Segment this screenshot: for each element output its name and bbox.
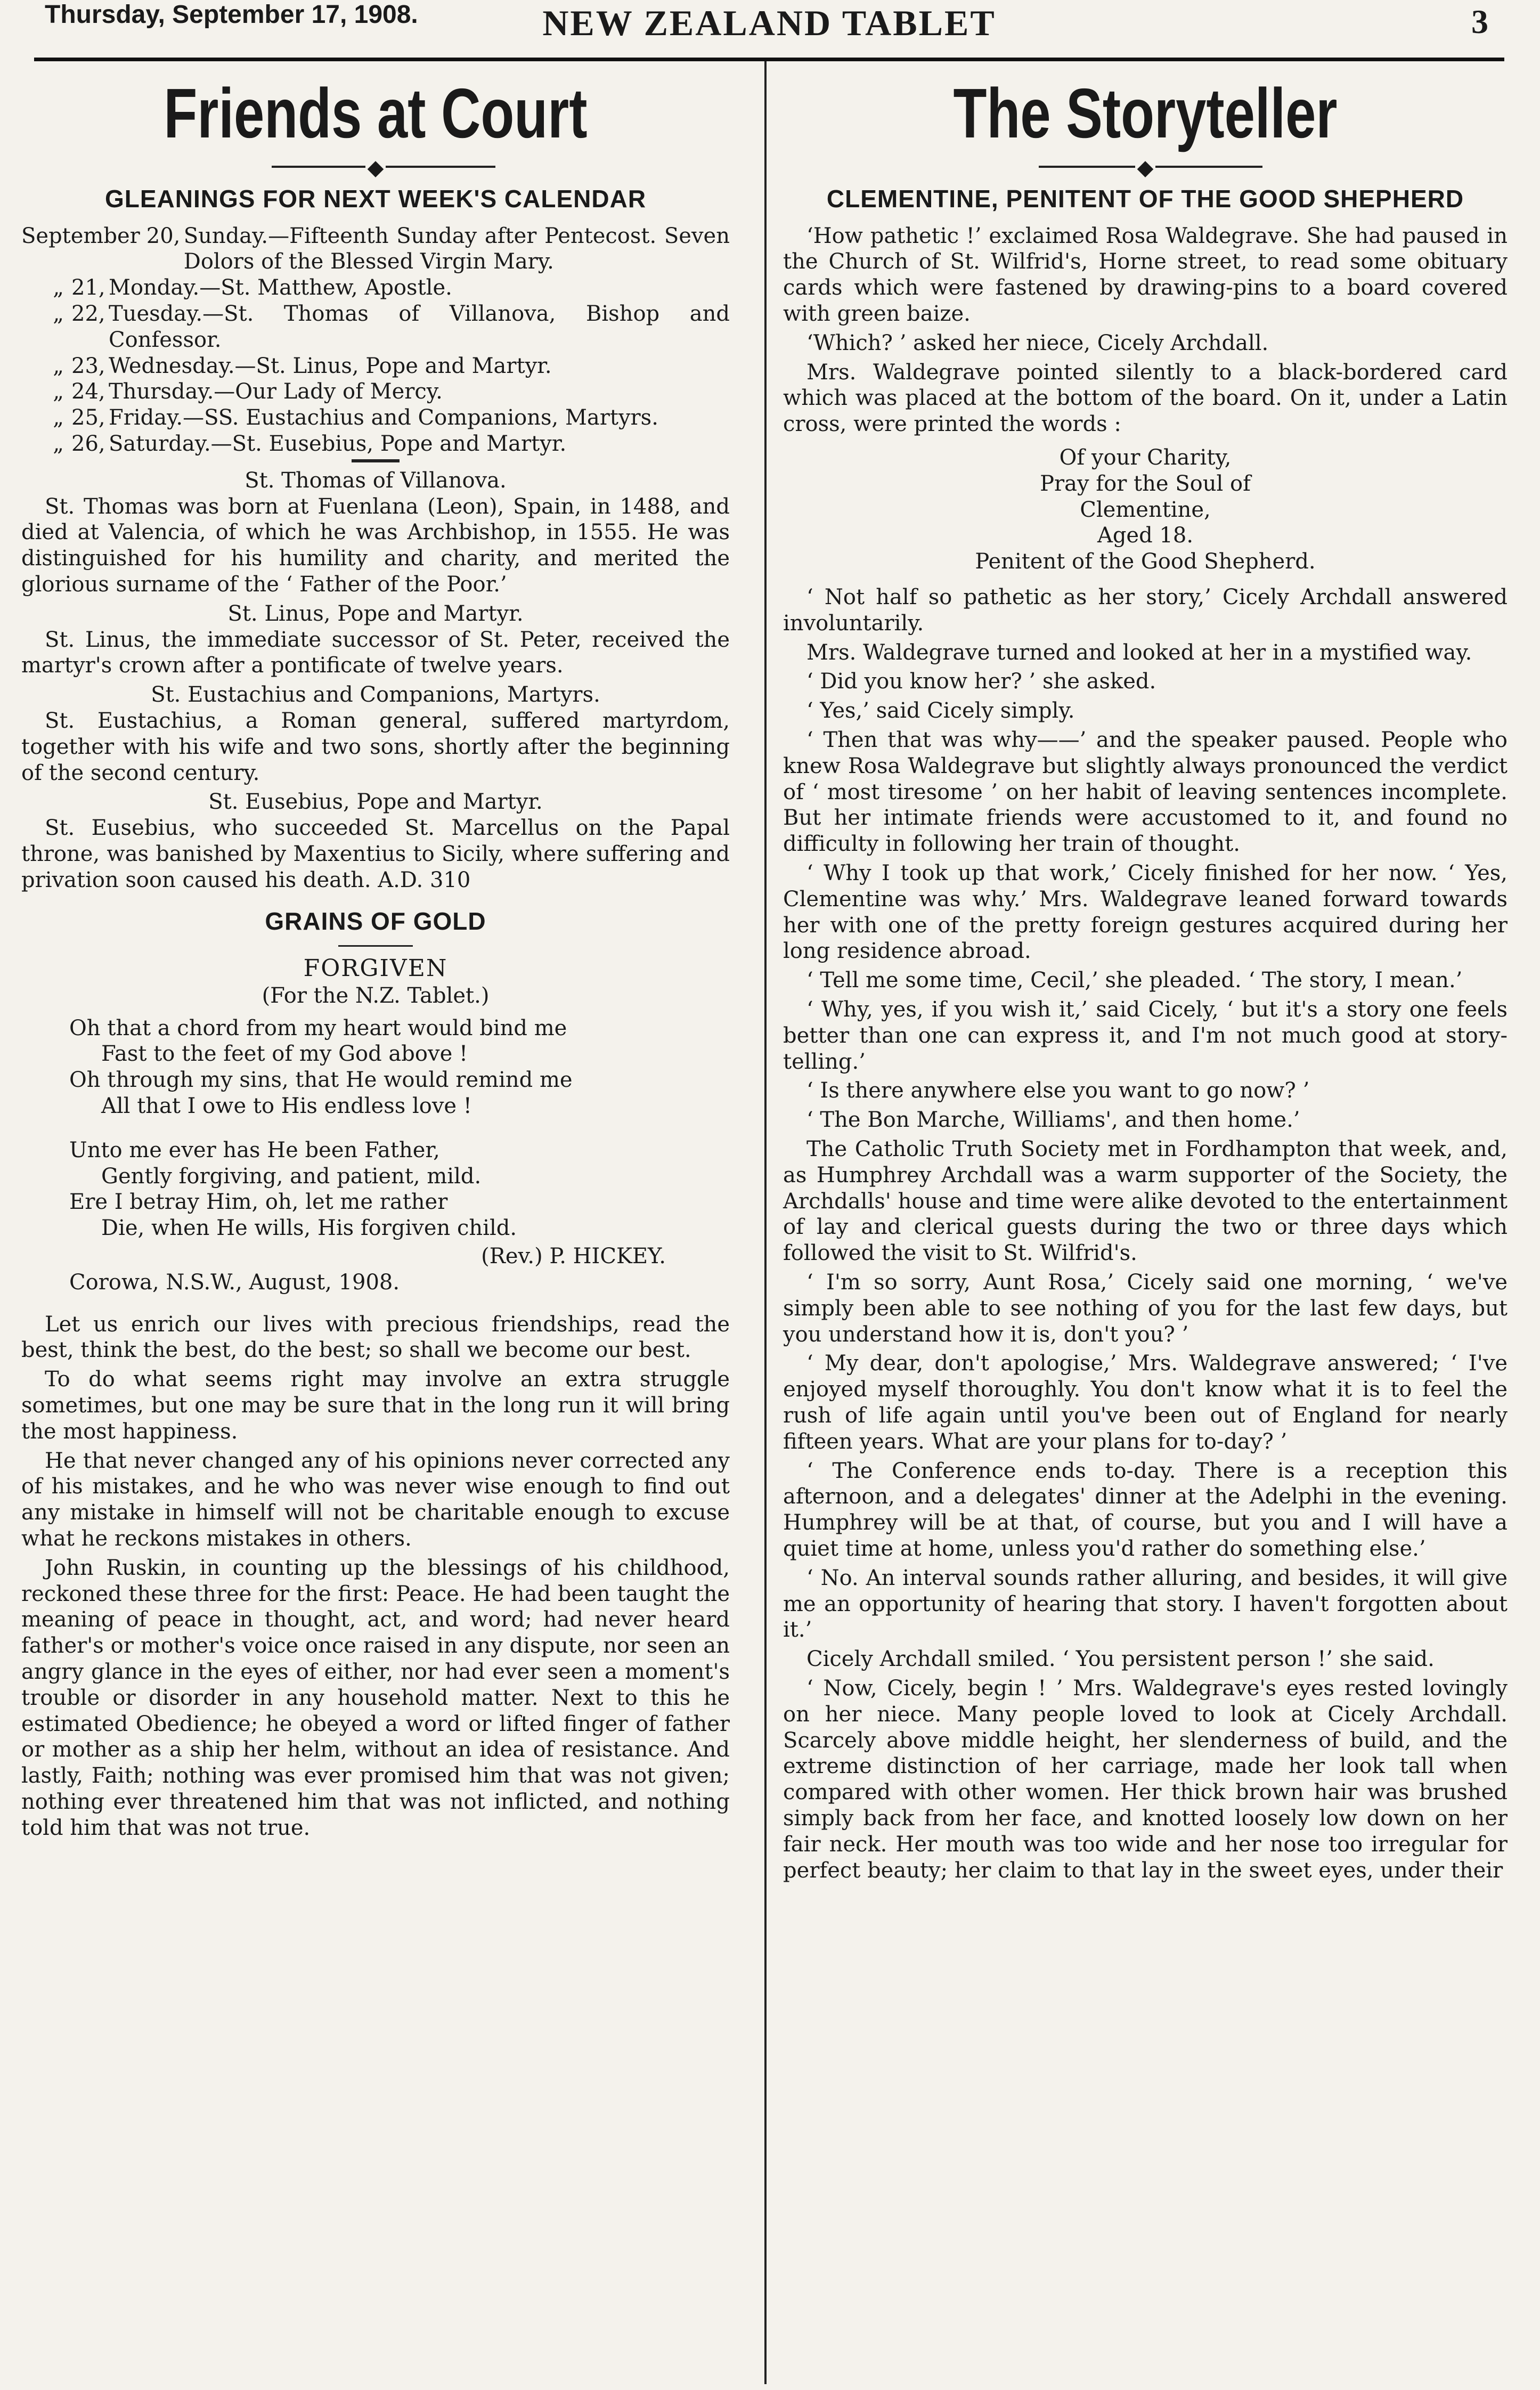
section-headline-storyteller: The Storyteller — [953, 74, 1338, 152]
saint-paragraph: St. Eusebius, who succeeded St. Marcellus on the Papal throne, was banished by Maxentius to Sicily, where suffering and privation soon caused his death. A.D. 310 — [21, 816, 730, 892]
story-paragraph: The Catholic Truth Society met in Fordhampton that week, and, as Humphrey Archdall was a warm supporter of the Society, the Archdalls' house and time were alike devoted to the entertainment of lay and clerical guests during the two or three days which followed the visit to St. Wilfrid's. — [783, 1136, 1508, 1266]
story-paragraph: ‘ The Conference ends to-day. There is a reception this afternoon, and a delegates' dinner at the Adelphi in the evening. Humphrey will be at that, of course, but you and I will have a quiet time at home, unless you'd rather do something else.’ — [783, 1458, 1508, 1561]
story-paragraph: ‘How pathetic !’ exclaimed Rosa Waldegrave. She had paused in the Church of St. Wilfrid's, Horne street, to read some obituary cards which were fastened by drawing-pins to a board covered with green baize. — [783, 223, 1508, 327]
story-paragraph: ‘ Then that was why——’ and the speaker paused. People who knew Rosa Waldegrave but slightly always pronounced the verdict of ‘ most tiresome ’ on her habit of leaving sentences incomplete. But her intimate friends were accustomed to it, and found no difficulty in following her train of thought. — [783, 728, 1508, 857]
calendar-entry — [21, 275, 730, 301]
poem-line: Die, when He wills, His forgiven child. — [101, 1216, 517, 1241]
calendar-list — [21, 223, 730, 457]
poem-stanza-1 — [21, 1015, 730, 1119]
story-paragraph: Cicely Archdall smiled. ‘ You persistent person !’ she said. — [806, 1647, 1435, 1672]
obituary-line: Penitent of the Good Shepherd. — [975, 549, 1316, 574]
story-paragraph: ‘Which? ’ asked her niece, Cicely Archdall. — [806, 330, 1269, 355]
poem-author: (Rev.) P. HICKEY. — [481, 1243, 666, 1269]
story-paragraph: Mrs. Waldegrave pointed silently to a black-bordered card which was placed at the bottom of the board. On it, under a Latin cross, were printed the words : — [783, 360, 1508, 437]
calendar-entry — [21, 379, 730, 405]
left-column — [21, 69, 730, 1844]
poem-line: Fast to the feet of my God above ! — [101, 1042, 468, 1067]
calendar-text: Sunday.—Fifteenth Sunday after Pentecost. Seven Dolors of the Blessed Virgin Mary. — [183, 223, 730, 274]
calendar-text: Saturday.—St. Eusebius, Pope and Martyr. — [109, 432, 567, 457]
calendar-text: Thursday.—Our Lady of Mercy. — [109, 379, 443, 404]
story-title: CLEMENTINE, PENITENT OF THE GOOD SHEPHERD — [826, 185, 1464, 213]
calendar-text: Wednesday.—St. Linus, Pope and Martyr. — [109, 353, 552, 378]
diamond-icon: ◆ — [365, 155, 386, 181]
calendar-day: 20, — [146, 223, 181, 248]
calendar-entry — [21, 223, 730, 275]
story-paragraph: ‘ Did you know her? ’ she asked. — [806, 669, 1156, 694]
saint-title: St. Eustachius and Companions, Martyrs. — [151, 682, 600, 708]
newspaper-title: NEW ZEALAND TABLET — [542, 3, 996, 43]
story-paragraph: ‘ The Bon Marche, Williams', and then home.’ — [806, 1108, 1300, 1133]
calendar-entry — [21, 405, 730, 431]
obituary-card-text — [783, 445, 1508, 575]
calendar-day: 26, — [71, 432, 105, 457]
column-divider — [764, 61, 767, 2384]
ornament-rule — [783, 155, 1508, 181]
calendar-text: Tuesday.—St. Thomas of Villanova, Bishop and Confessor. — [109, 302, 730, 352]
story-paragraph: ‘ Yes,’ said Cicely simply. — [806, 698, 1075, 723]
calendar-day: 21, — [71, 275, 105, 300]
poem-line: Unto me ever has He been Father, — [69, 1137, 440, 1163]
obituary-line: Of your Charity, — [1059, 445, 1232, 470]
ditto-mark: „ — [53, 405, 64, 430]
poem-place-date: Corowa, N.S.W., August, 1908. — [69, 1270, 400, 1295]
poem-line: Gently forgiving, and patient, mild. — [101, 1164, 482, 1189]
ditto-mark: „ — [53, 275, 64, 300]
obituary-line: Pray for the Soul of — [1040, 471, 1251, 496]
story-paragraph: ‘ Now, Cicely, begin ! ’ Mrs. Waldegrave's eyes rested lovingly on her niece. Many people loved to look at Cicely Archdall. Scarcely above middle height, her slenderness of build, and the extreme distinction of her carriage, made her look tall when compared with other women. Her thick brown hair was brushed simply back from her face, and knotted loosely low down on her fair neck. Her mouth was too wide and her nose too irregular for perfect beauty; her claim to that lay in the sweet eyes, under their — [783, 1676, 1508, 1883]
obituary-line: Aged 18. — [1097, 523, 1194, 548]
ditto-mark: „ — [53, 432, 64, 457]
paragraph: To do what seems right may involve an extra struggle sometimes, but one may be sure that in the long run it will bring the most happiness. — [21, 1367, 730, 1444]
calendar-entry — [21, 353, 730, 379]
calendar-day: 23, — [71, 353, 105, 378]
masthead — [34, 0, 1504, 61]
poem-line: Oh through my sins, that He would remind me — [69, 1068, 573, 1093]
paragraph: Let us enrich our lives with precious friendships, read the best, think the best, do the best; so shall we become our best. — [21, 1312, 730, 1363]
saint-paragraph: St. Thomas was born at Fuenlana (Leon), Spain, in 1488, and died at Valencia, of which he was Archbishop, in 1555. He was distinguished for his humility and charity, and merited the glorious surname of the ‘ Father of the Poor.’ — [21, 494, 730, 597]
poem-line: Oh that a chord from my heart would bind me — [69, 1015, 567, 1040]
poem-line: All that I owe to His endless love ! — [101, 1093, 472, 1118]
saint-title: St. Eusebius, Pope and Martyr. — [208, 790, 543, 815]
calendar-entry — [21, 431, 730, 457]
poem-title: FORGIVEN — [303, 955, 448, 982]
right-column — [783, 69, 1508, 1887]
short-rule — [338, 945, 413, 947]
diamond-icon: ◆ — [1135, 155, 1156, 181]
saint-title: St. Linus, Pope and Martyr. — [227, 601, 524, 626]
paragraph: John Ruskin, in counting up the blessings of his childhood, reckoned these three for the first: Peace. He had been taught the meaning of peace in thought, act, and word; had never heard father's or mother's voice once raised in any dispute, nor seen an angry glance in the eyes of either, nor had ever seen a moment's trouble or disorder in any household matter. Next to this he estimated Obedience; he obeyed a word or lifted finger of father or mother as a ship her helm, without an idea of resistance. And lastly, Faith; nothing was ever promised him that was not given; nothing ever threatened him that was not inflicted, and nothing told him that was not true. — [21, 1555, 730, 1840]
calendar-heading: GLEANINGS FOR NEXT WEEK'S CALENDAR — [104, 185, 647, 213]
issue-date: Thursday, September 17, 1908. — [45, 1, 418, 29]
paragraph: He that never changed any of his opinions never corrected any of his mistakes, and he who was never wise enough to find out any mistake in himself will not be charitable enough to excuse what he reckons mistakes in others. — [21, 1448, 730, 1551]
calendar-text: Monday.—St. Matthew, Apostle. — [109, 275, 452, 300]
poem-subtitle: (For the N.Z. Tablet.) — [262, 983, 490, 1008]
poem-stanza-2 — [21, 1137, 730, 1241]
page-number: 3 — [1471, 3, 1488, 40]
saint-title: St. Thomas of Villanova. — [245, 468, 507, 493]
story-paragraph: ‘ Why I took up that work,’ Cicely finished for her now. ‘ Yes, Clementine was why.’ Mrs. Waldegrave leaned forward towards her with one of the pretty foreign gestures acquired during her long residence abroad. — [783, 861, 1508, 964]
story-paragraph: ‘ Is there anywhere else you want to go now? ’ — [806, 1078, 1310, 1103]
obituary-line: Clementine, — [1080, 497, 1211, 522]
section-headline-friends-at-court: Friends at Court — [164, 74, 588, 152]
story-paragraph: ‘ Why, yes, if you wish it,’ said Cicely, ‘ but it's a story one feels better than one can express it, and I'm not much good at story-telling.’ — [783, 997, 1508, 1074]
calendar-day: 25, — [71, 405, 105, 430]
story-paragraph: Mrs. Waldegrave turned and looked at her in a mystified way. — [806, 640, 1472, 665]
calendar-day: 22, — [71, 302, 105, 327]
poem-line: Ere I betray Him, oh, let me rather — [69, 1190, 448, 1215]
story-paragraph: ‘ I'm so sorry, Aunt Rosa,’ Cicely said one morning, ‘ we've simply been able to see nothing of you for the last few days, but you understand how it is, don't you? ’ — [783, 1270, 1508, 1347]
calendar-month: September — [21, 223, 140, 248]
ditto-mark: „ — [53, 379, 64, 404]
ditto-mark: „ — [53, 353, 64, 378]
story-paragraph: ‘ Tell me some time, Cecil,’ she pleaded. ‘ The story, I mean.’ — [806, 968, 1463, 993]
ditto-mark: „ — [53, 302, 64, 327]
saint-paragraph: St. Linus, the immediate successor of St. Peter, received the martyr's crown after a pontificate of twelve years. — [21, 627, 730, 678]
grains-heading: GRAINS OF GOLD — [265, 907, 486, 935]
calendar-entry — [21, 301, 730, 353]
calendar-day: 24, — [71, 379, 105, 404]
story-paragraph: ‘ No. An interval sounds rather alluring, and besides, it will give me an opportunity of hearing that story. I haven't forgotten about it.’ — [783, 1565, 1508, 1643]
saint-paragraph: St. Eustachius, a Roman general, suffered martyrdom, together with his wife and two sons, shortly after the beginning of the second century. — [21, 709, 730, 785]
short-rule — [352, 459, 400, 462]
ornament-rule — [21, 155, 730, 181]
story-paragraph: ‘ My dear, don't apologise,’ Mrs. Waldegrave answered; ‘ I've enjoyed myself thoroughly. You don't know what it is to feel the rush of life again until you've been out of England for nearly fifteen years. What are your plans for to-day? ’ — [783, 1351, 1508, 1454]
calendar-text: Friday.—SS. Eustachius and Companions, Martyrs. — [109, 405, 658, 430]
story-paragraph: ‘ Not half so pathetic as her story,’ Cicely Archdall answered involuntarily. — [783, 585, 1508, 636]
